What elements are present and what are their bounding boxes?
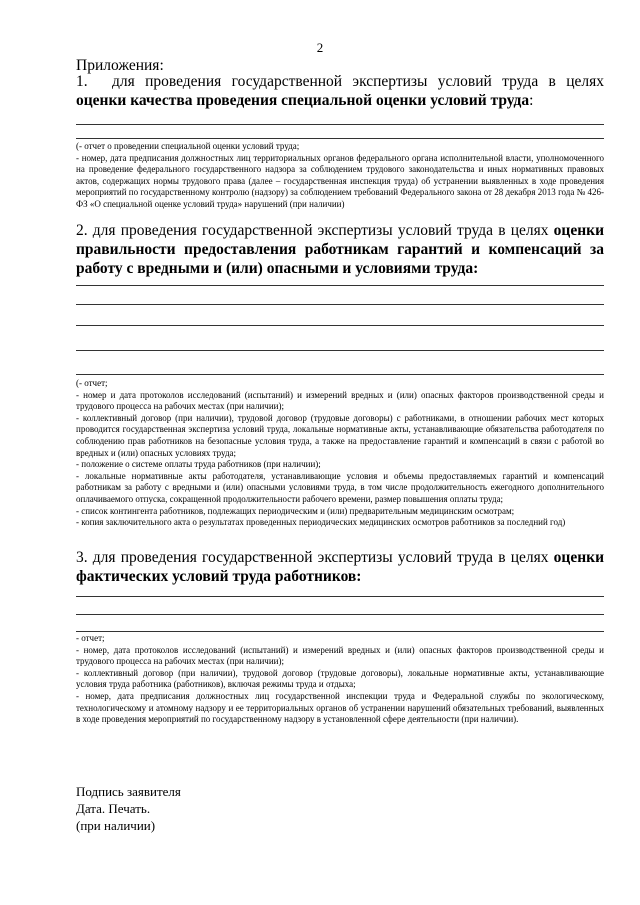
date-stamp-label: Дата. Печать. [76,801,151,816]
signature-block [76,783,604,834]
fill-line [76,596,604,597]
section-3-notes [76,633,604,726]
note-line: - номер, дата предписания должностных лиц территориальных органов федерального органа исполнительной власти, уполномоченного на проведение федерального государственного надзора за соблюдением трудового законодательства и иных нормативных правовых актов, содержащих нормы трудового права (далее – государственная инспекция труда) об устранении выявленных в ходе проведения мероприятий по государственному контролю (надзору) за соблюдением требований Федерального закона от 28 декабря 2013 года № 426-ФЗ «О специальной оценке условий труда» нарушений (при наличии) [76,152,604,209]
section-2-number: 2. [76,222,88,239]
note-line: - список контингента работников, подлежащих периодическим и (или) предварительным медицинским осмотрам; [76,505,515,516]
note-line: - положение о системе оплаты труда работников (при наличии); [76,459,321,470]
signature-label: Подпись заявителя [76,784,181,799]
note-line: - коллективный договор (при наличии), трудовой договор (трудовые договоры) с работниками, в отношении рабочих мест которых проводится государственная экспертиза условий труда, локальные нормативные акты, устанавливающие обязательства работодателя по соблюдению прав работников на безопасные условия труда, а также на предоставление гарантий и компенсаций в связи с работой во вредных и (или) опасных условиях труда; [76,412,604,458]
page-number: 2 [316,40,324,55]
section-3-text: для проведения государственной экспертизы условий труда в целях [92,549,554,566]
note-line: - коллективный договор (при наличии), трудовой договор (трудовые договоры), локальные нормативные акты, устанавливающие условия труда работника (работников), включая режимы труда и отдыха; [76,667,604,690]
note-line: - номер и дата протоколов исследований (испытаний) и измерений вредных и (или) опасных факторов производственной среды и трудового процесса на рабочих местах (при наличии); [76,389,604,412]
note-line: - локальные нормативные акты работодателя, устанавливающие условия и объемы предоставляемых гарантий и компенсаций работникам за работу с вредными и (или) опасными условиями труда, в том числе продолжительность ежегодного дополнительного оплачиваемого отпуска, сокращенной продолжительности рабочего времени, размер повышения оплаты труда; [76,470,604,504]
note-line: - копия заключительного акта о результатах проведенных периодических медицинских осмотров работников за последний год) [76,517,566,528]
fill-line [76,350,604,351]
fill-line [76,304,604,305]
section-1-number: 1. [76,73,88,90]
fill-line [76,614,604,615]
fill-line [76,631,604,632]
note-line: (- отчет о проведении специальной оценки условий труда; [76,141,300,151]
section-2-notes [76,378,604,529]
section-3-heading [76,548,604,586]
fill-line [76,374,604,375]
fill-line [76,325,604,326]
section-2-bold-text: оценки правильности предоставления работникам гарантий и компенсаций за работу с вредными и (или) опасными и условиями труда: [76,222,605,277]
note-line: - номер, дата протоколов исследований (испытаний) и измерений вредных и (или) опасных факторов производственной среды и трудового процесса на рабочих местах (при наличии); [76,644,604,667]
section-1-text: для проведения государственной экспертизы условий труда в целях [112,73,604,90]
fill-line [76,285,604,286]
if-available-note: (при наличии) [76,818,156,833]
section-2-text: для проведения государственной экспертизы условий труда в целях [92,222,554,239]
section-2-heading [76,221,604,278]
note-line: - номер, дата предписания должностных лиц государственной инспекции труда и Федеральной службы по экологическому, технологическому и атомному надзору и ее территориальных органов об устранении нарушений обязательных требований, выявленных в ходе проведения мероприятий по государственному надзору в установленной сфере деятельности (при наличии). [76,690,604,725]
fill-line [76,124,604,125]
fill-line [76,138,604,139]
section-1-bold-text: оценки качества проведения специальной оценки условий труда [76,92,530,109]
section-1-notes [76,141,604,211]
section-3-number: 3. [76,549,88,566]
section-1-heading: 1. для проведения государственной экспертизы условий труда в целях оценки качества проведения специальной оценки условий труда: [76,73,604,109]
section-3-bold-text: оценки фактических условий труда работников: [76,549,605,585]
note-line: - отчет; [76,633,105,643]
appendix-title: Приложения: [76,57,164,74]
note-line: (- отчет; [76,378,108,388]
